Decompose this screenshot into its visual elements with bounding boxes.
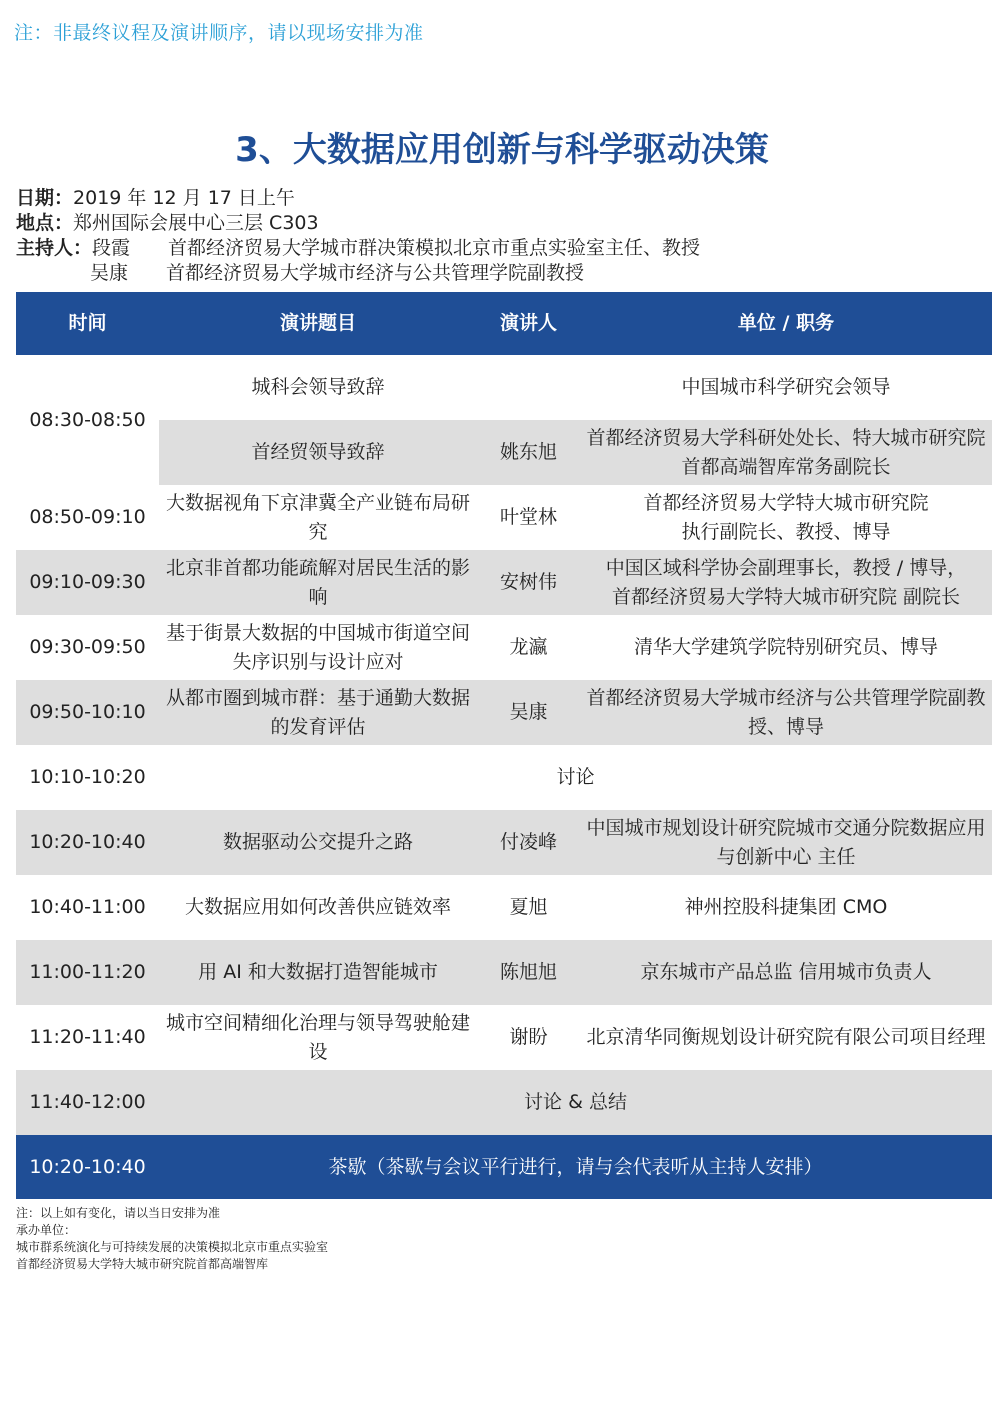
table-row	[16, 355, 992, 420]
table-row	[16, 810, 992, 875]
venue-label: 地点：	[16, 212, 74, 234]
table-row	[16, 875, 992, 940]
topic-cell: 北京非首都功能疏解对居民生活的影响	[159, 550, 477, 615]
discussion-cell: 讨论	[159, 745, 992, 810]
header-time: 时间	[16, 292, 159, 355]
org-cell: 首都经济贸易大学科研处处长、特大城市研究院首都高端智库常务副院长	[580, 420, 992, 485]
table-row	[16, 485, 992, 550]
venue-row	[16, 211, 700, 236]
time-cell: 10:10-10:20	[16, 745, 159, 810]
topic-cell: 数据驱动公交提升之路	[159, 810, 477, 875]
summary-cell: 讨论 & 总结	[159, 1070, 992, 1135]
host-name: 吴康	[90, 262, 129, 284]
footer	[16, 1205, 328, 1273]
time-cell: 10:40-11:00	[16, 875, 159, 940]
speaker-cell: 付凌峰	[477, 810, 580, 875]
org-cell: 中国城市科学研究会领导	[580, 355, 992, 420]
topic-cell: 大数据视角下京津冀全产业链布局研究	[159, 485, 477, 550]
table-row	[16, 940, 992, 1005]
time-cell: 09:30-09:50	[16, 615, 159, 680]
time-cell: 09:10-09:30	[16, 550, 159, 615]
table-row	[16, 745, 992, 810]
topic-cell: 首经贸领导致辞	[159, 420, 477, 485]
time-cell: 10:20-10:40	[16, 1135, 159, 1199]
topic-cell: 城科会领导致辞	[159, 355, 477, 420]
date-row	[16, 186, 700, 211]
time-cell: 11:40-12:00	[16, 1070, 159, 1135]
time-cell: 11:20-11:40	[16, 1005, 159, 1070]
header-topic: 演讲题目	[159, 292, 477, 355]
org-cell: 北京清华同衡规划设计研究院有限公司项目经理	[580, 1005, 992, 1070]
org-cell: 京东城市产品总监 信用城市负责人	[580, 940, 992, 1005]
footer-note: 注：以上如有变化，请以当日安排为准	[16, 1206, 221, 1220]
time-cell: 09:50-10:10	[16, 680, 159, 745]
organizer-2: 首都经济贸易大学特大城市研究院首都高端智库	[16, 1257, 269, 1271]
speaker-cell: 安树伟	[477, 550, 580, 615]
time-cell: 08:30-08:50	[16, 355, 159, 485]
host-row-2	[16, 261, 700, 286]
organizer-label: 承办单位：	[16, 1223, 77, 1237]
header-speaker: 演讲人	[477, 292, 580, 355]
time-cell: 11:00-11:20	[16, 940, 159, 1005]
time-cell: 10:20-10:40	[16, 810, 159, 875]
table-row-tea-break	[16, 1135, 992, 1199]
org-cell: 首都经济贸易大学城市经济与公共管理学院副教授、博导	[580, 680, 992, 745]
org-cell: 清华大学建筑学院特别研究员、博导	[580, 615, 992, 680]
session-info	[16, 186, 700, 286]
table-header-row	[16, 292, 992, 355]
host-name: 段霞	[92, 237, 131, 259]
speaker-cell: 夏旭	[477, 875, 580, 940]
org-cell: 中国区域科学协会副理事长，教授 / 博导， 首都经济贸易大学特大城市研究院 副院长	[580, 550, 992, 615]
host-label: 主持人：	[16, 237, 93, 259]
org-cell: 首都经济贸易大学特大城市研究院 执行副院长、教授、博导	[580, 485, 992, 550]
organizer-1: 城市群系统演化与可持续发展的决策模拟北京市重点实验室	[16, 1240, 329, 1254]
topic-cell: 基于街景大数据的中国城市街道空间失序识别与设计应对	[159, 615, 477, 680]
schedule-table	[16, 292, 992, 1199]
topic-cell: 用 AI 和大数据打造智能城市	[159, 940, 477, 1005]
org-cell: 中国城市规划设计研究院城市交通分院数据应用与创新中心 主任	[580, 810, 992, 875]
header-org: 单位 / 职务	[580, 292, 992, 355]
speaker-cell: 吴康	[477, 680, 580, 745]
speaker-cell: 谢盼	[477, 1005, 580, 1070]
date-label: 日期：	[16, 187, 74, 209]
page-title: 3、大数据应用创新与科学驱动决策	[235, 130, 769, 170]
date-value: 2019 年 12 月 17 日上午	[73, 187, 295, 209]
host-row-1	[16, 236, 700, 261]
table-row	[16, 1005, 992, 1070]
table-row	[16, 1070, 992, 1135]
speaker-cell: 叶堂林	[477, 485, 580, 550]
table-row	[16, 680, 992, 745]
speaker-cell: 姚东旭	[477, 420, 580, 485]
time-cell: 08:50-09:10	[16, 485, 159, 550]
host-title: 首都经济贸易大学城市群决策模拟北京市重点实验室主任、教授	[168, 237, 701, 259]
table-row	[16, 615, 992, 680]
speaker-cell	[477, 355, 580, 420]
topic-cell: 城市空间精细化治理与领导驾驶舱建设	[159, 1005, 477, 1070]
host-title: 首都经济贸易大学城市经济与公共管理学院副教授	[166, 262, 585, 284]
speaker-cell: 陈旭旭	[477, 940, 580, 1005]
top-note: 注：非最终议程及演讲顺序，请以现场安排为准	[14, 22, 424, 44]
venue-value: 郑州国际会展中心三层 C303	[73, 212, 319, 234]
topic-cell: 大数据应用如何改善供应链效率	[159, 875, 477, 940]
org-cell: 神州控股科捷集团 CMO	[580, 875, 992, 940]
table-row	[16, 550, 992, 615]
topic-cell: 从都市圈到城市群：基于通勤大数据的发育评估	[159, 680, 477, 745]
speaker-cell: 龙瀛	[477, 615, 580, 680]
tea-break-cell: 茶歇（茶歇与会议平行进行，请与会代表听从主持人安排）	[159, 1135, 992, 1199]
table-row	[16, 420, 992, 485]
